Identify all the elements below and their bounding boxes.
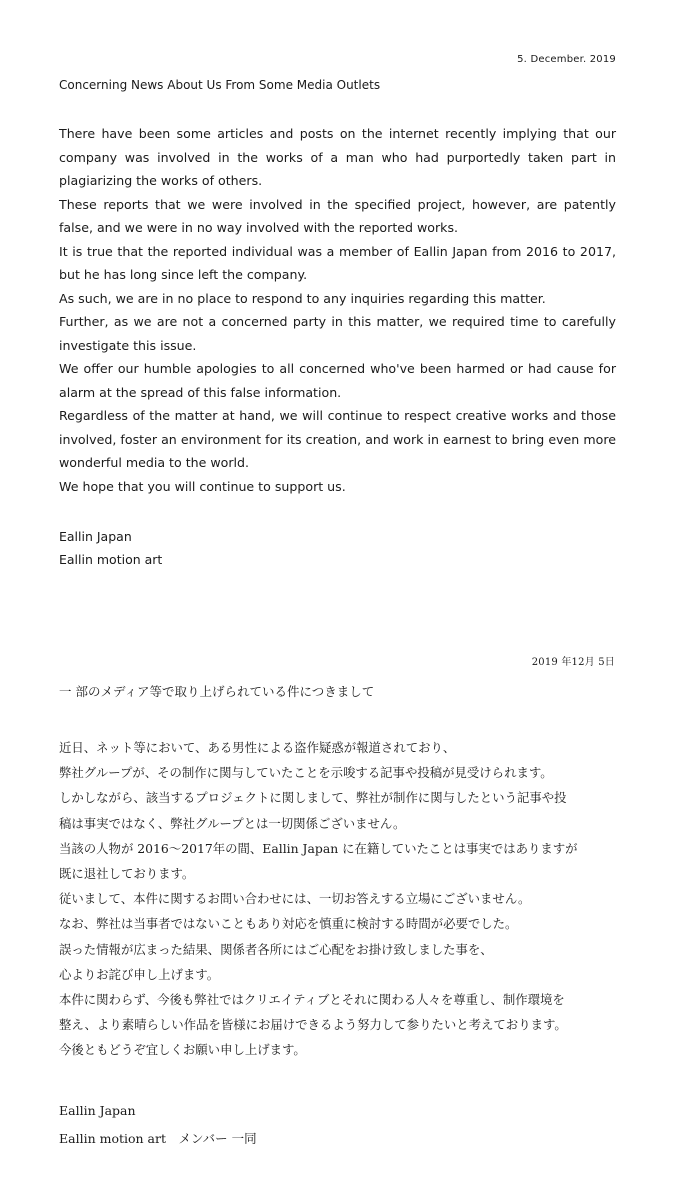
english-paragraph: Further, as we are not a concerned party in this matter, we required time to carefully investigate this issue. [59,314,616,353]
japanese-line: 整え、より素晴らしい作品を皆様にお届けできるよう努力して参りたいと考えております。 [59,1017,567,1033]
japanese-line: 今後ともどうぞ宜しくお願い申し上げます。 [59,1042,306,1058]
japanese-line: 稿は事実ではなく、弊社グループとは一切関係ございません。 [59,815,406,831]
english-signature [59,525,162,571]
signature-group: Eallin motion art [59,552,163,567]
english-paragraph: We hope that you will continue to support us. [59,478,346,494]
japanese-line: 心よりお詫び申し上げます。 [59,966,220,982]
english-body [59,122,616,498]
japanese-line: 誤った情報が広まった結果、関係者各所にはご心配をお掛け致しました事を、 [59,941,493,957]
english-paragraph: These reports that we were involved in the specified project, however, are patently false, and we were in no way involved with the reported works. [59,196,616,235]
english-title: Concerning News About Us From Some Media Outlets [59,78,381,92]
signature-company: Eallin Japan [59,529,132,544]
signature-company: Eallin Japan [59,1103,136,1118]
japanese-line: 当該の人物が 2016〜2017年の間、Eallin Japan に在籍していたことは事実ではありますが [59,840,578,856]
japanese-line: 近日、ネット等において、ある男性による盗作疑惑が報道されており、 [59,740,456,755]
english-paragraph: Regardless of the matter at hand, we will continue to respect creative works and those involved, foster an environment for its creation, and work in earnest to bring even more wonderful media to the world. [59,408,616,470]
english-paragraph: We offer our humble apologies to all concerned who've been harmed or had cause for alarm at the spread of this false information. [59,361,616,400]
japanese-line: 従いまして、本件に関するお問い合わせには、一切お答えする立場にございません。 [59,891,531,907]
japanese-line: しかしながら、該当するプロジェクトに関しまして、弊社が制作に関与したという記事や投 [59,790,567,806]
japanese-line: 既に退社しております。 [59,866,195,882]
japanese-statement [0,640,675,1200]
japanese-title: 一 部のメディア等で取り上げられている件につきまして [59,684,375,699]
signature-group: Eallin motion art メンバー 一同 [59,1131,257,1146]
english-date: 5. December. 2019 [517,54,616,65]
japanese-signature [59,1097,257,1153]
japanese-date: 2019 年12月 5日 [531,657,615,668]
english-paragraph: As such, we are in no place to respond to any inquiries regarding this matter. [59,290,546,306]
japanese-line: 弊社グループが、その制作に関与していたことを示唆する記事や投稿が見受けられます。 [59,765,553,781]
japanese-body [59,735,624,1063]
english-paragraph: It is true that the reported individual was a member of Eallin Japan from 2016 to 2017, but he has long since left the company. [59,243,616,282]
english-paragraph: There have been some articles and posts on the internet recently implying that our company was involved in the works of a man who had purportedly taken part in plagiarizing the works of others. [59,126,616,188]
japanese-line: 本件に関わらず、今後も弊社ではクリエイティブとそれに関わる人々を尊重し、制作環境を [59,992,565,1008]
japanese-line: なお、弊社は当事者ではないこともあり対応を慎重に検討する時間が必要でした。 [59,916,518,932]
